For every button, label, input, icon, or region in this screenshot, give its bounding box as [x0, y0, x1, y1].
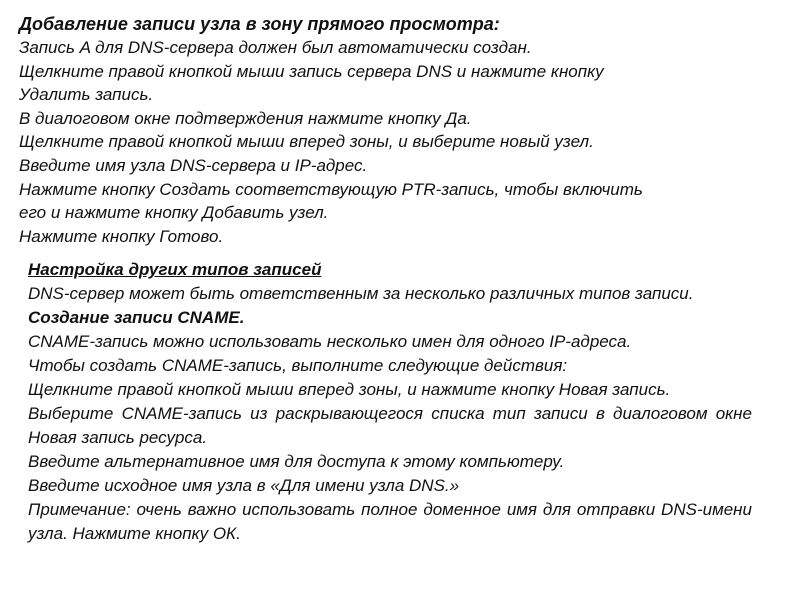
- text-line: Введите имя узла DNS-сервера и IP-адрес.: [19, 155, 368, 175]
- text-line: Нажмите кнопку Создать соответствующую PTR-запись, чтобы включить: [19, 179, 643, 199]
- text-line: Щелкните правой кнопкой мыши вперед зоны, и выберите новый узел.: [19, 132, 594, 152]
- text-line: Щелкните правой кнопкой мыши запись сервера DNS и нажмите кнопку: [19, 61, 604, 81]
- text-line: его и нажмите кнопку Добавить узел.: [19, 203, 329, 223]
- section-add-host-record: [19, 12, 779, 248]
- text-line: CNAME-запись можно использовать несколько имен для одного IP-адреса.: [28, 332, 632, 351]
- paragraph: Примечание: очень важно использовать полное доменное имя для отправки DNS-имени узла. Нажмите кнопку ОК.: [28, 500, 752, 543]
- text-line: Удалить запись.: [19, 85, 154, 105]
- text-line: Чтобы создать CNAME-запись, выполните следующие действия:: [28, 356, 568, 375]
- text-line: Нажмите кнопку Готово.: [19, 226, 224, 246]
- section-heading: Настройка других типов записей: [28, 260, 322, 279]
- paragraph: DNS-сервер может быть ответственным за несколько различных типов записи.: [28, 284, 694, 303]
- section-title: Добавление записи узла в зону прямого просмотра:: [19, 14, 500, 34]
- subheading: Создание записи CNAME.: [28, 308, 245, 327]
- text-line: В диалоговом окне подтверждения нажмите кнопку Да.: [19, 108, 472, 128]
- text-line: Введите альтернативное имя для доступа к этому компьютеру.: [28, 452, 565, 471]
- text-line: Запись A для DNS-сервера должен был автоматически создан.: [19, 38, 532, 57]
- section-other-record-types: [28, 258, 752, 546]
- paragraph: Щелкните правой кнопкой мыши вперед зоны, и нажмите кнопку Новая запись.: [28, 380, 671, 399]
- text-line: Введите исходное имя узла в «Для имени узла DNS.»: [28, 476, 460, 495]
- paragraph: Выберите CNAME-запись из раскрывающегося списка тип записи в диалоговом окне Новая запись ресурса.: [28, 404, 752, 447]
